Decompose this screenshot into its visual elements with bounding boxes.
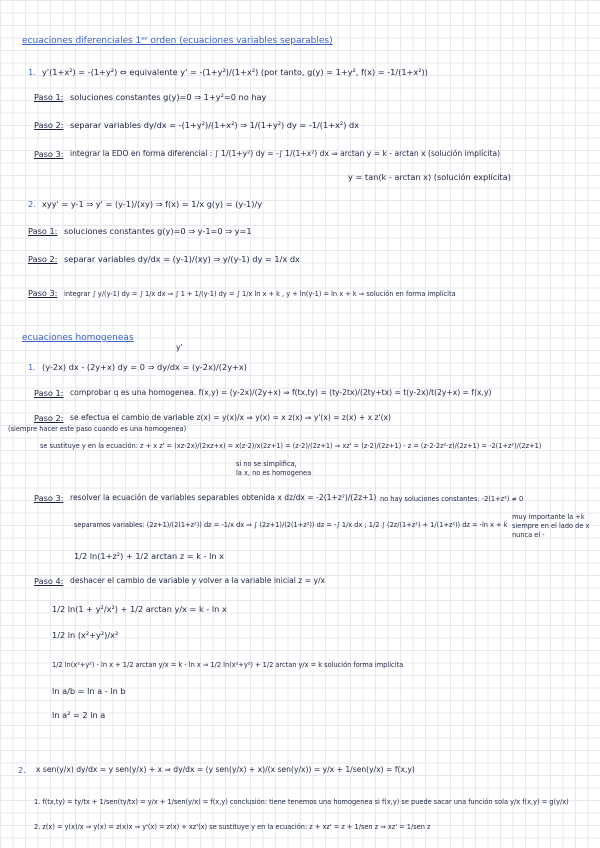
ex2-step3-label: Paso 3: bbox=[28, 288, 58, 298]
hom1-side-note-2: siempre en el lado de x bbox=[512, 522, 590, 530]
exercise-2-number: 2. bbox=[28, 199, 36, 209]
ex1-step1-label: Paso 1: bbox=[34, 92, 64, 102]
section-title-separable: ecuaciones diferenciales 1ᵉʳ orden (ecuaciones variables separables) bbox=[22, 36, 333, 46]
hom1-note-not-homogeneous: la x, no es homogenea bbox=[236, 469, 312, 477]
hom1-step1-label: Paso 1: bbox=[34, 388, 64, 398]
hom1-side-note-3: nunca el - bbox=[512, 531, 545, 539]
ex2-step1-label: Paso 1: bbox=[28, 226, 58, 236]
exercise-2-statement: xyy' = y-1 ⇒ y' = (y-1)/(xy) ⇒ f(x) = 1/x g(y) = (y-1)/y bbox=[42, 199, 263, 209]
hom2-step1: 1. f(tx,ty) = ty/tx + 1/sen(ty/tx) = y/x + 1/sen(y/x) = f(x,y) conclusión: tiene tenemos una homogenea si f(x,y) se puede sacar una función sola y/x f(x,y) = g(y/x) bbox=[34, 798, 569, 806]
ex1-step2-label: Paso 2: bbox=[34, 120, 64, 130]
hom1-step4-line1: 1/2 ln(1 + y²/x²) + 1/2 arctan y/x = k - ln x bbox=[52, 604, 227, 614]
hom1-step1-text: comprobar q es una homogenea. f(x,y) = (y-2x)/(2y+x) ⇒ f(tx,ty) = (ty-2tx)/(2ty+tx) = t(y-2x)/t(2y+x) = f(x,y) bbox=[70, 388, 492, 397]
ex2-step2-label: Paso 2: bbox=[28, 254, 58, 264]
ex1-step3-label: Paso 3: bbox=[34, 149, 64, 159]
hom1-log-rule-power: ln a² = 2 ln a bbox=[52, 710, 106, 720]
ex2-step2-text: separar variables dy/dx = (y-1)/(xy) ⇒ y/(y-1) dy = 1/x dx bbox=[64, 254, 300, 264]
exercise-1-statement: y'(1+x²) = -(1+y²) ⇔ equivalente y' = -(1+y²)/(1+x²) (por tanto, g(y) = 1+y², f(x) = -1/(1+x²)) bbox=[42, 67, 428, 77]
ex1-step3-text: integrar la EDO en forma diferencial : ∫ 1/(1+y²) dy = -∫ 1/(1+x²) dx ⇒ arctan y = k - arctan x (solución implícita) bbox=[70, 149, 501, 158]
hom2-step2: 2. z(x) = y(x)/x ⇒ y(x) = z(x)x ⇒ y'(x) = z(x) + xz'(x) se sustituye y en la ecuación: z + xz' = z + 1/sen z ⇒ xz' = 1/sen z bbox=[34, 823, 431, 831]
hom1-step4-line2: 1/2 ln (x²+y²)/x² bbox=[52, 630, 119, 640]
ex2-step1-text: soluciones constantes g(y)=0 ⇒ y-1=0 ⇒ y=1 bbox=[64, 226, 252, 236]
hom2-number: 2. bbox=[18, 765, 26, 775]
section-title-homogeneous: ecuaciones homogeneas bbox=[22, 333, 134, 343]
ex1-step3-explicit: y = tan(k - arctan x) (solución explícita) bbox=[348, 172, 511, 182]
hom1-substitution: se sustituye y en la ecuación: z + x z' = (xz-2x)/(2xz+x) = x(z-2)/x(2z+1) = (z-2)/(2z+1) ⇒ xz' = (z-2)/(2z+1) - z = (z-2-2z²-z)/(2z+1) = -2(1+z²)/(2z+1) bbox=[40, 442, 542, 450]
hom1-step3-text: resolver la ecuación de variables separables obtenida x dz/dx = -2(1+z²)/(2z+1) bbox=[70, 493, 377, 502]
hom1-number: 1. bbox=[28, 362, 36, 372]
hom1-step3-label: Paso 3: bbox=[34, 493, 64, 503]
hom1-yprime-note: y' bbox=[176, 343, 183, 352]
ex1-step1-text: soluciones constantes g(y)=0 ⇒ 1+y²=0 no hay bbox=[70, 92, 267, 102]
hom1-step4-text: deshacer el cambio de variable y volver a la variable inicial z = y/x bbox=[70, 576, 326, 585]
hom1-side-note-1: muy importante la +k bbox=[512, 513, 585, 521]
ex2-step3-text: integrar ∫ y/(y-1) dy = ∫ 1/x dx ⇒ ∫ 1 + 1/(y-1) dy = ∫ 1/x ln x + k , y + ln(y-1) = ln x + k ⇒ solución en forma implícita bbox=[64, 290, 456, 298]
hom1-step3-note: no hay soluciones constantes: -2(1+z²) ≠ 0 bbox=[380, 495, 524, 503]
hom1-statement: (y-2x) dx - (2y+x) dy = 0 ⇒ dy/dx = (y-2x)/(2y+x) bbox=[42, 362, 247, 372]
hom1-step4-label: Paso 4: bbox=[34, 576, 64, 586]
ex1-step2-text: separar variables dy/dx = -(1+y²)/(1+x²) ⇒ 1/(1+y²) dy = -1/(1+x²) dx bbox=[70, 120, 360, 130]
hom1-note-simplify: si no se simplifica, bbox=[236, 460, 297, 468]
hom1-step2-text: se efectua el cambio de variable z(x) = y(x)/x ⇒ y(x) = x z(x) ⇒ y'(x) = z(x) + x z'(x) bbox=[70, 413, 392, 422]
hom1-separate-variables: separamos variables: (2z+1)/(2(1+z²)) dz = -1/x dx ⇒ ∫ (2z+1)/(2(1+z²)) dz = -∫ 1/x dx ; 1/2 ∫ (2z/(1+z²) + 1/(1+z²)) dz = -ln x + k bbox=[74, 521, 508, 529]
hom1-step2-note: (siempre hacer este paso cuando es una homogenea) bbox=[8, 425, 187, 433]
hom1-step2-label: Paso 2: bbox=[34, 413, 64, 423]
hom1-step3-result: 1/2 ln(1+z²) + 1/2 arctan z = k - ln x bbox=[74, 551, 225, 561]
exercise-1-number: 1. bbox=[28, 67, 36, 77]
hom1-log-rule-quotient: ln a/b = ln a - ln b bbox=[52, 686, 126, 696]
hom1-step4-line3: 1/2 ln(x²+y²) - ln x + 1/2 arctan y/x = k - ln x ⇒ 1/2 ln(x²+y²) + 1/2 arctan y/x = k solución forma implícita bbox=[52, 661, 404, 669]
hom2-statement: x sen(y/x) dy/dx = y sen(y/x) + x ⇒ dy/dx = (y sen(y/x) + x)/(x sen(y/x)) = y/x + 1/sen(y/x) = f(x,y) bbox=[36, 765, 415, 774]
